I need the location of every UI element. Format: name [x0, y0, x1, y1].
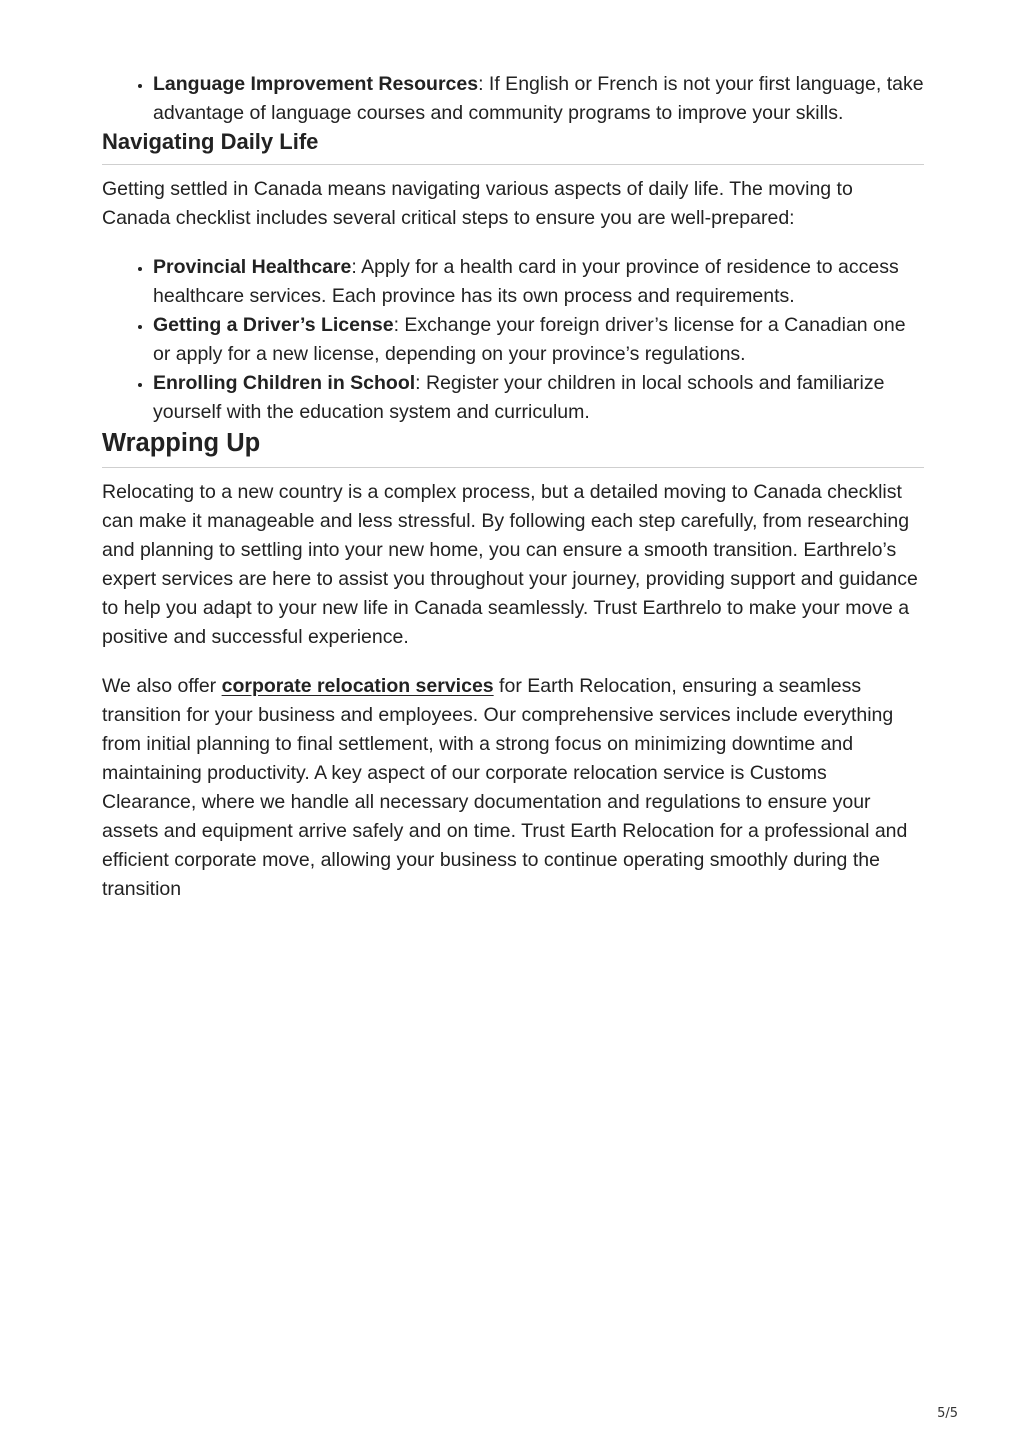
resources-list: [102, 70, 924, 128]
list-item: [153, 311, 924, 369]
list-item: [153, 369, 924, 427]
page-number: 5/5: [937, 1406, 958, 1421]
list-item-lead: Getting a Driver’s License: [153, 314, 394, 336]
offer-text-after: for Earth Relocation, ensuring a seamless transition for your business and employees. Our comprehensive services include everything from initial planning to final settlement, with a strong focus on minimizing downtime and maintaining productivity. A key aspect of our corporate relocation service is Customs Clearance, where we handle all necessary documentation and regulations to ensure your assets and equipment arrive safely and on time. Trust Earth Relocation for a professional and efficient corporate move, allowing your business to continue operating smoothly during the transition: [102, 675, 908, 900]
list-item-text: : If English or French is not your first language, take advantage of language courses and community programs to improve your skills.: [153, 73, 924, 124]
list-item-lead: Language Improvement Resources: [153, 73, 479, 95]
list-item-lead: Provincial Healthcare: [153, 256, 352, 278]
offer-text-before: We also offer: [102, 675, 222, 697]
list-item: [153, 70, 924, 128]
section-heading-wrapping-up: Wrapping Up: [102, 427, 924, 468]
list-item-text: : Exchange your foreign driver’s license for a Canadian one or apply for a new license, depending on your province’s regulations.: [153, 314, 906, 365]
corporate-relocation-link[interactable]: corporate relocation services: [221, 675, 494, 697]
list-item-text: : Apply for a health card in your province of residence to access healthcare services. Each province has its own process and requirements.: [153, 256, 899, 307]
list-item-text: : Register your children in local schools and familiarize yourself with the education system and curriculum.: [153, 372, 885, 423]
section-heading-daily-life: Navigating Daily Life: [102, 128, 924, 165]
wrapping-up-paragraph: Relocating to a new country is a complex process, but a detailed moving to Canada checklist can make it manageable and less stressful. By following each step carefully, from researching and planning to settling into your new home, you can ensure a smooth transition. Earthrelo’s expert services are here to assist you throughout your journey, providing support and guidance to help you adapt to your new life in Canada seamlessly. Trust Earthrelo to make your move a positive and successful experience.: [102, 481, 918, 648]
daily-life-list: [102, 253, 924, 427]
daily-life-intro: Getting settled in Canada means navigating various aspects of daily life. The moving to Canada checklist includes several critical steps to ensure you are well-prepared:: [102, 178, 853, 229]
corporate-offer-paragraph: [102, 672, 924, 904]
list-item-lead: Enrolling Children in School: [153, 372, 416, 394]
list-item: [153, 253, 924, 311]
document-body: [102, 70, 924, 904]
